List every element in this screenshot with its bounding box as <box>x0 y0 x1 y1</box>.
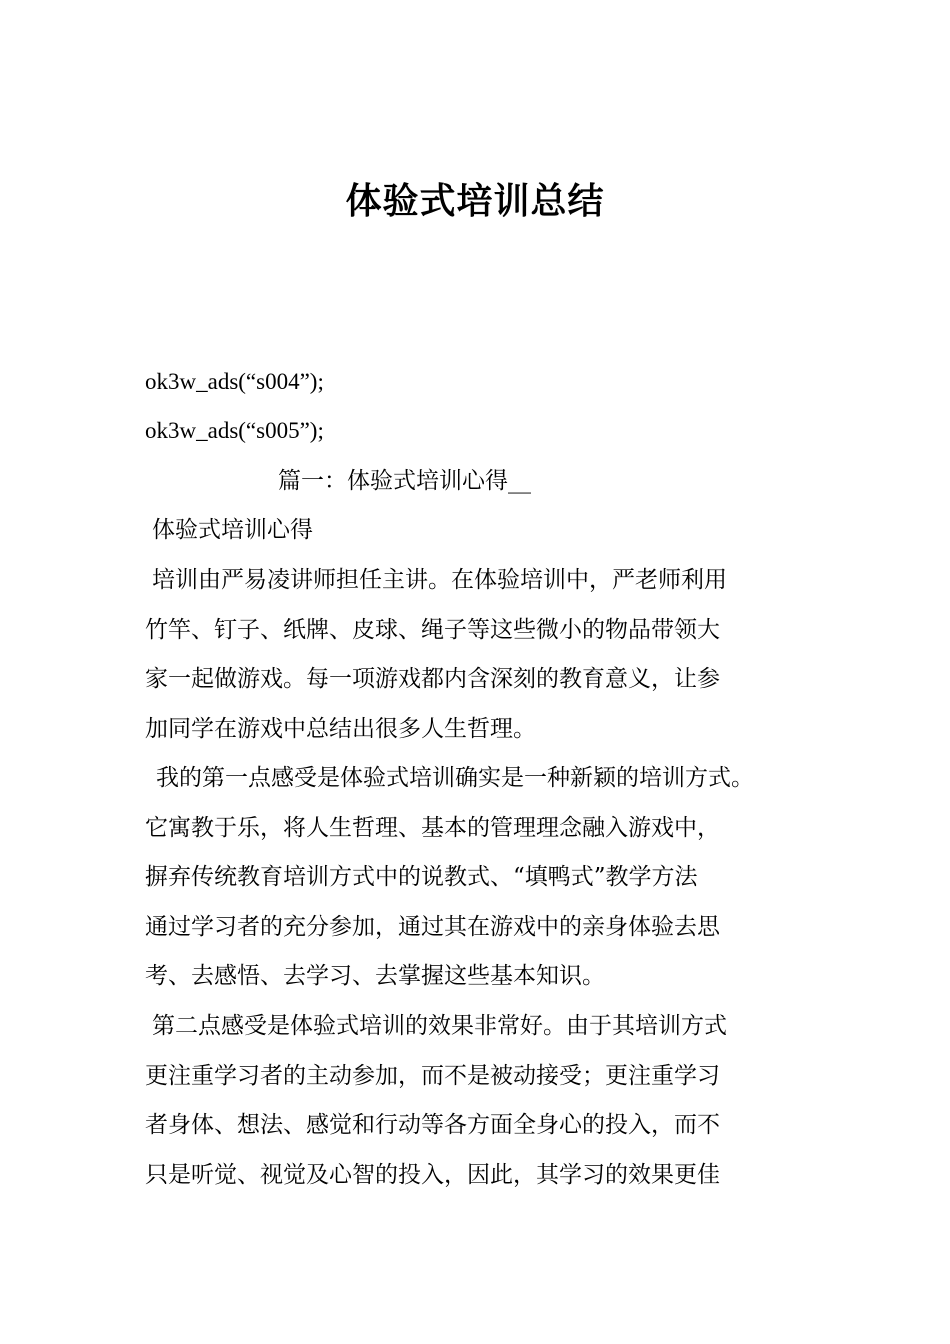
paragraph-line-2: 竹竿、钉子、纸牌、皮球、绳子等这些微小的物品带领大 <box>145 617 720 643</box>
paragraph-line-8: 通过学习者的充分参加，通过其在游戏中的亲身体验去思 <box>145 914 720 940</box>
paragraph-line-13: 只是听觉、视觉及心智的投入，因此，其学习的效果更佳 <box>145 1162 720 1188</box>
paragraph-line-4: 加同学在游戏中总结出很多人生哲理。 <box>145 716 536 742</box>
paragraph-line-11: 更注重学习者的主动参加，而不是被动接受；更注重学习 <box>145 1063 720 1089</box>
paragraph-line-6: 它寓教于乐，将人生哲理、基本的管理理念融入游戏中， <box>145 815 720 841</box>
paragraph-line-1: 培训由严易凌讲师担任主讲。在体验培训中，严老师利用 <box>152 567 727 593</box>
subheading: 体验式培训心得 <box>152 517 313 543</box>
document-title: 体验式培训总结 <box>345 181 605 222</box>
code-line-2: ok3w_ads(“s005”); <box>145 418 324 443</box>
paragraph-line-5: 我的第一点感受是体验式培训确实是一种新颖的培训方式。 <box>156 765 754 791</box>
paragraph-line-12: 者身体、想法、感觉和行动等各方面全身心的投入，而不 <box>145 1112 720 1138</box>
paragraph-line-9: 考、去感悟、去学习、去掌握这些基本知识。 <box>145 963 605 989</box>
paragraph-line-10: 第二点感受是体验式培训的效果非常好。由于其培训方式 <box>152 1013 727 1039</box>
section-heading: 篇一：体验式培训心得__ <box>278 468 531 494</box>
paragraph-line-3: 家一起做游戏。每一项游戏都内含深刻的教育意义，让参 <box>145 666 720 692</box>
paragraph-line-7: 摒弃传统教育培训方式中的说教式、“填鸭式”教学方法 <box>145 864 698 890</box>
code-line-1: ok3w_ads(“s004”); <box>145 369 324 394</box>
